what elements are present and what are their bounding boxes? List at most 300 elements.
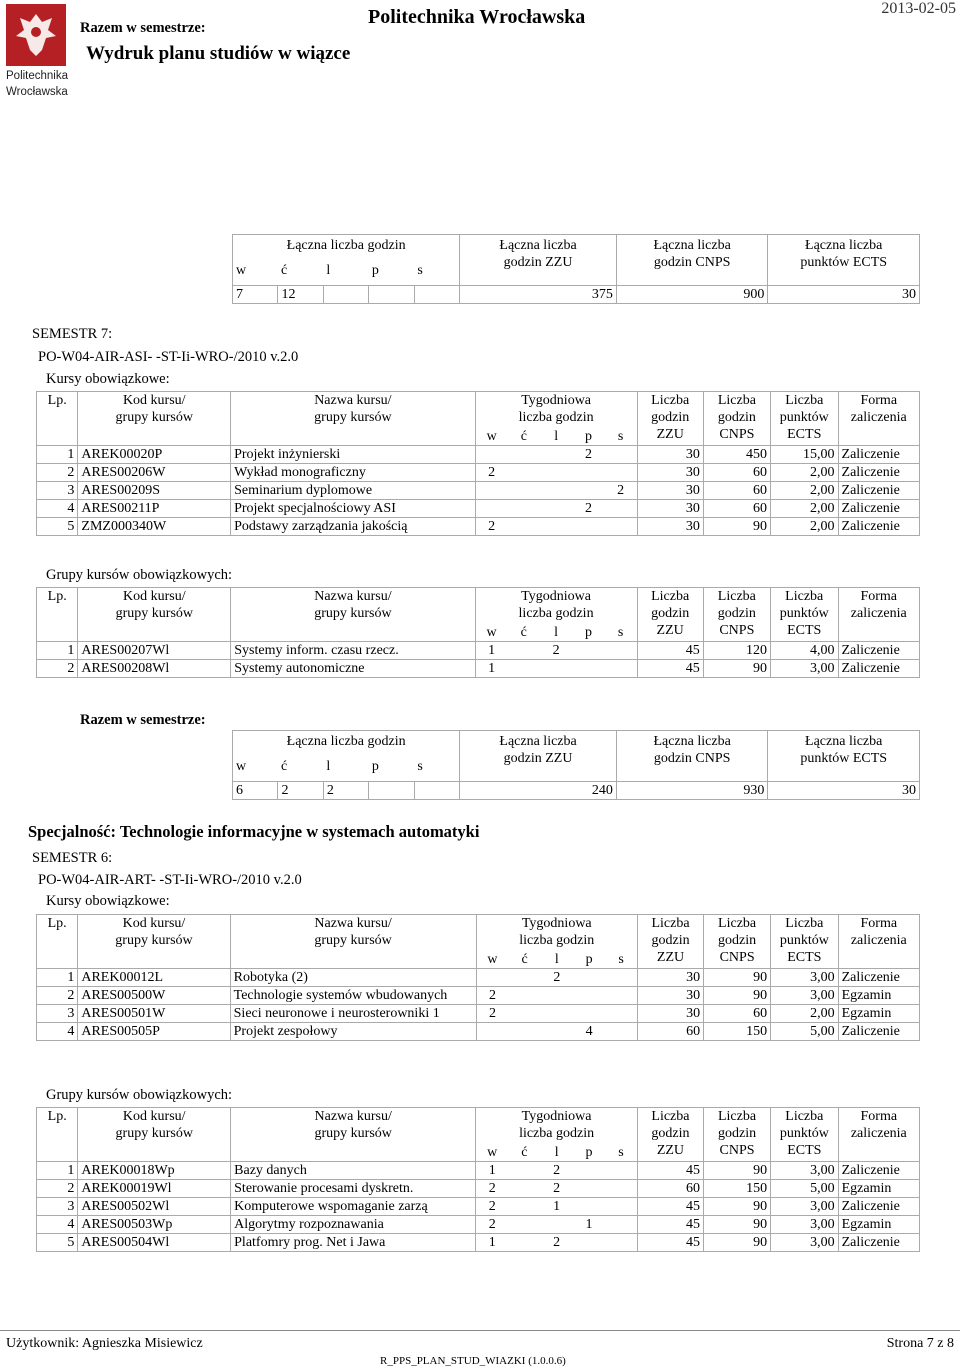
- header-col-p: p: [572, 426, 604, 446]
- table-cell: 30: [637, 500, 703, 518]
- table-cell: 1: [573, 1216, 605, 1234]
- header-ects: Liczba punktów ECTS: [771, 915, 838, 969]
- table-row: [37, 446, 920, 464]
- table-cell: 3: [37, 1198, 78, 1216]
- header-col-s: s: [605, 949, 637, 969]
- header-col-c: ć: [508, 426, 540, 446]
- table-cell: 90: [704, 1234, 771, 1252]
- table-row: [37, 464, 920, 482]
- table-cell: 2: [37, 987, 78, 1005]
- header-code: Kod kursu/ grupy kursów: [78, 1108, 231, 1162]
- table-cell: Zaliczenie: [838, 1198, 919, 1216]
- table-cell: [605, 1180, 637, 1198]
- table-cell: Egzamin: [838, 1180, 919, 1198]
- table-cell: [508, 1162, 540, 1180]
- table-cell: 1: [37, 969, 78, 987]
- table-cell: 30: [637, 518, 703, 536]
- specialty-title: Specjalność: Technologie informacyjne w systemach automatyki: [28, 822, 480, 841]
- table-cell: ARES00211P: [78, 500, 231, 518]
- summary-val-l: 2: [323, 782, 368, 800]
- header-col-p: p: [573, 1142, 605, 1162]
- table-cell: ZMZ000340W: [78, 518, 231, 536]
- summary-zzu-value: 240: [460, 782, 617, 800]
- table-cell: ARES00504Wl: [78, 1234, 231, 1252]
- table-cell: [540, 464, 572, 482]
- table-cell: [508, 660, 540, 678]
- table-cell: 90: [703, 660, 770, 678]
- header-col-l: l: [540, 426, 572, 446]
- table-cell: 30: [637, 482, 703, 500]
- table-cell: 60: [703, 464, 770, 482]
- table-cell: Zaliczenie: [838, 500, 919, 518]
- semester-code: PO-W04-AIR-ASI- -ST-Ii-WRO-/2010 v.2.0: [38, 349, 299, 365]
- header-weekly-hours: Tygodniowa liczba godzin: [475, 588, 637, 623]
- table-cell: [573, 1234, 605, 1252]
- header-code: Kod kursu/ grupy kursów: [78, 588, 231, 642]
- summary-val-c: 12: [278, 286, 323, 304]
- table-cell: Zaliczenie: [838, 969, 919, 987]
- table-cell: [508, 1023, 540, 1041]
- header-weekly-hours: Tygodniowa liczba godzin: [475, 392, 637, 427]
- table-cell: 2,00: [770, 500, 838, 518]
- table-cell: Egzamin: [838, 987, 919, 1005]
- table-cell: Egzamin: [838, 1216, 919, 1234]
- table-cell: 2: [605, 482, 637, 500]
- table-cell: 2,00: [770, 482, 838, 500]
- table-row: [37, 1023, 920, 1041]
- university-logo: [6, 4, 68, 98]
- table-cell: 90: [704, 1198, 771, 1216]
- table-cell: Robotyka (2): [230, 969, 476, 987]
- table-cell: 150: [704, 1023, 771, 1041]
- footer-divider: [0, 1330, 960, 1331]
- table-cell: 2: [476, 1216, 508, 1234]
- header-col-c: ć: [508, 622, 540, 642]
- header-col-l: l: [541, 949, 573, 969]
- summary-col-w: w: [233, 254, 278, 286]
- table-cell: [508, 1005, 540, 1023]
- table-cell: 60: [638, 1023, 704, 1041]
- table-cell: Zaliczenie: [838, 446, 919, 464]
- table-cell: 3: [37, 1005, 78, 1023]
- table-cell: Algorytmy rozpoznawania: [231, 1216, 476, 1234]
- header-zzu: Liczba godzin ZZU: [638, 915, 704, 969]
- table-cell: 2: [476, 987, 508, 1005]
- header-col-l: l: [540, 1142, 572, 1162]
- eagle-shield-icon: [6, 4, 66, 66]
- table-cell: Bazy danych: [231, 1162, 476, 1180]
- table-cell: 45: [637, 1216, 703, 1234]
- table-cell: 90: [704, 1216, 771, 1234]
- header-col-w: w: [475, 622, 508, 642]
- table-cell: [605, 464, 637, 482]
- table-cell: 60: [703, 482, 770, 500]
- semester-title: SEMESTR 7:: [32, 326, 113, 342]
- table-cell: Sterowanie procesami dyskretn.: [231, 1180, 476, 1198]
- table-cell: 3,00: [770, 660, 838, 678]
- table-cell: [475, 482, 508, 500]
- table-cell: Zaliczenie: [838, 660, 920, 678]
- summary-cnps-value: 930: [616, 782, 768, 800]
- table-cell: [508, 464, 540, 482]
- table-cell: 1: [37, 1162, 78, 1180]
- table-cell: Sieci neuronowe i neurosterowniki 1: [230, 1005, 476, 1023]
- header-lp: Lp.: [37, 915, 78, 969]
- footer-report-code: R_PPS_PLAN_STUD_WIAZKI (1.0.0.6): [380, 1355, 566, 1367]
- summary-total-header: Łączna liczba godzin: [233, 235, 460, 255]
- table-cell: Zaliczenie: [838, 464, 919, 482]
- table-cell: [605, 1005, 637, 1023]
- table-cell: 2,00: [770, 518, 838, 536]
- table-cell: 30: [638, 1005, 704, 1023]
- table-row: [37, 482, 920, 500]
- table-cell: 60: [637, 1180, 703, 1198]
- table-cell: [541, 1005, 573, 1023]
- table-row: [37, 1162, 920, 1180]
- table-cell: [572, 642, 604, 660]
- header-ects: Liczba punktów ECTS: [770, 588, 838, 642]
- header-zzu: Liczba godzin ZZU: [637, 1108, 703, 1162]
- table-row: [37, 660, 920, 678]
- table-cell: [605, 987, 637, 1005]
- table-cell: 4: [37, 1216, 78, 1234]
- header-lp: Lp.: [37, 588, 78, 642]
- table-cell: [572, 518, 604, 536]
- table-cell: 90: [704, 969, 771, 987]
- table-row: [37, 500, 920, 518]
- table-cell: Projekt inżynierski: [231, 446, 476, 464]
- table-cell: [540, 1216, 572, 1234]
- table-cell: [605, 1023, 637, 1041]
- table-cell: ARES00206W: [78, 464, 231, 482]
- summary-val-s: [414, 286, 459, 304]
- table-cell: [572, 464, 604, 482]
- summary-label: Razem w semestrze:: [80, 20, 206, 36]
- table-cell: [605, 969, 637, 987]
- table-cell: [540, 446, 572, 464]
- table-cell: [475, 500, 508, 518]
- table-cell: 2: [476, 1005, 508, 1023]
- summary-col-l: l: [326, 263, 331, 278]
- table-cell: [573, 1005, 605, 1023]
- table-cell: Komputerowe wspomaganie zarzą: [231, 1198, 476, 1216]
- table-cell: [605, 642, 637, 660]
- table-row: [37, 1216, 920, 1234]
- table-cell: ARES00501W: [78, 1005, 230, 1023]
- semester-title-6: SEMESTR 6:: [32, 850, 113, 866]
- semester-code-6: PO-W04-AIR-ART- -ST-Ii-WRO-/2010 v.2.0: [38, 872, 302, 888]
- table-cell: 2: [540, 1180, 572, 1198]
- table-cell: [573, 1162, 605, 1180]
- table-cell: 4: [37, 500, 78, 518]
- table-cell: [573, 1180, 605, 1198]
- table-cell: 3,00: [771, 1234, 839, 1252]
- table-cell: 1: [37, 642, 78, 660]
- table-cell: 450: [703, 446, 770, 464]
- table-cell: 30: [638, 987, 704, 1005]
- table-cell: 5,00: [771, 1180, 839, 1198]
- summary-total-header: Łączna liczba godzin: [233, 731, 460, 751]
- page-title: Wydruk planu studiów w wiązce: [86, 43, 351, 64]
- table-cell: 3,00: [771, 1216, 839, 1234]
- table-row: [37, 518, 920, 536]
- table-cell: [605, 1216, 637, 1234]
- table-cell: 3,00: [771, 969, 838, 987]
- summary-val-l: [323, 286, 368, 304]
- table-cell: Zaliczenie: [838, 1023, 919, 1041]
- table-cell: 1: [540, 1198, 572, 1216]
- table-cell: 150: [704, 1180, 771, 1198]
- table-cell: [508, 1198, 540, 1216]
- table-cell: Zaliczenie: [838, 642, 920, 660]
- table-cell: Systemy inform. czasu rzecz.: [231, 642, 475, 660]
- table-cell: AREK00018Wp: [78, 1162, 231, 1180]
- groups-label-6: Grupy kursów obowiązkowych:: [46, 1087, 233, 1103]
- header-lp: Lp.: [37, 392, 78, 446]
- table-cell: [508, 500, 540, 518]
- table-cell: [605, 500, 637, 518]
- table-cell: 30: [638, 969, 704, 987]
- table-cell: ARES00502Wl: [78, 1198, 231, 1216]
- summary-val-w: 7: [233, 286, 278, 304]
- header-col-s: s: [605, 426, 637, 446]
- table-cell: [508, 987, 540, 1005]
- table-cell: 2: [37, 660, 78, 678]
- summary-ects-value: 30: [768, 782, 920, 800]
- table-cell: [541, 1023, 573, 1041]
- table-cell: [573, 987, 605, 1005]
- table-cell: 90: [704, 1162, 771, 1180]
- mandatory-label-6: Kursy obowiązkowe:: [46, 893, 170, 909]
- summary-ects-value: 30: [768, 286, 920, 304]
- table-cell: Egzamin: [838, 1005, 919, 1023]
- summary-zzu-value: 375: [460, 286, 617, 304]
- footer-user: Użytkownik: Agnieszka Misiewicz: [6, 1336, 203, 1351]
- table-cell: 2: [37, 1180, 78, 1198]
- table-cell: 45: [637, 660, 703, 678]
- table-cell: 2: [540, 1234, 572, 1252]
- header-col-p: p: [572, 622, 604, 642]
- table-cell: [541, 987, 573, 1005]
- table-cell: 1: [476, 1234, 508, 1252]
- table-cell: [605, 660, 637, 678]
- summary-label-2: Razem w semestrze:: [80, 712, 206, 728]
- table-cell: 2: [572, 446, 604, 464]
- table-cell: [573, 1198, 605, 1216]
- table-cell: Projekt zespołowy: [230, 1023, 476, 1041]
- table-cell: [508, 1234, 540, 1252]
- table-cell: AREK00012L: [78, 969, 230, 987]
- table-cell: 5,00: [771, 1023, 838, 1041]
- table-cell: Zaliczenie: [838, 518, 919, 536]
- table-cell: 1: [476, 1162, 508, 1180]
- summary-cnps-header: Łączna liczba godzin CNPS: [616, 731, 768, 782]
- table-cell: 2: [476, 1198, 508, 1216]
- summary-table: [232, 234, 920, 304]
- table-cell: [605, 1198, 637, 1216]
- print-date: 2013-02-05: [881, 0, 956, 17]
- table-row: [37, 969, 920, 987]
- table-cell: Podstawy zarządzania jakością: [231, 518, 476, 536]
- header-col-w: w: [476, 949, 508, 969]
- table-cell: 3,00: [771, 1198, 839, 1216]
- table-cell: 3,00: [771, 1162, 839, 1180]
- table-cell: 1: [37, 446, 78, 464]
- university-name: Politechnika Wrocławska: [368, 6, 586, 28]
- header-col-w: w: [475, 426, 508, 446]
- table-row: [37, 642, 920, 660]
- header-code: Kod kursu/ grupy kursów: [78, 392, 231, 446]
- table-cell: 1: [475, 660, 508, 678]
- header-col-l: l: [540, 622, 572, 642]
- course-groups-table: [36, 587, 920, 678]
- header-col-c: ć: [508, 1142, 540, 1162]
- summary-cnps-value: 900: [616, 286, 768, 304]
- table-cell: Zaliczenie: [838, 1234, 919, 1252]
- header-name: Nazwa kursu/ grupy kursów: [230, 915, 476, 969]
- table-cell: 3,00: [771, 987, 838, 1005]
- summary-col-p: p: [371, 263, 379, 278]
- header-col-c: ć: [508, 949, 540, 969]
- table-cell: [508, 446, 540, 464]
- header-ects: Liczba punktów ECTS: [770, 392, 838, 446]
- table-cell: ARES00500W: [78, 987, 230, 1005]
- table-cell: [572, 660, 604, 678]
- table-row: [37, 1234, 920, 1252]
- table-cell: [605, 446, 637, 464]
- summary-col-w: w: [233, 750, 278, 782]
- table-cell: 45: [637, 1198, 703, 1216]
- table-cell: AREK00019Wl: [78, 1180, 231, 1198]
- table-cell: [605, 1234, 637, 1252]
- summary-col-c: ć: [280, 759, 288, 774]
- header-name: Nazwa kursu/ grupy kursów: [231, 588, 475, 642]
- table-cell: 90: [704, 987, 771, 1005]
- header-col-s: s: [605, 1142, 637, 1162]
- table-cell: 4,00: [770, 642, 838, 660]
- table-cell: [508, 642, 540, 660]
- table-cell: 3: [37, 482, 78, 500]
- summary-val-p: [369, 782, 414, 800]
- table-cell: Technologie systemów wbudowanych: [230, 987, 476, 1005]
- table-cell: 2: [540, 642, 572, 660]
- table-cell: 30: [637, 446, 703, 464]
- table-cell: [540, 500, 572, 518]
- table-cell: [540, 482, 572, 500]
- groups-label: Grupy kursów obowiązkowych:: [46, 567, 233, 583]
- table-cell: 2: [572, 500, 604, 518]
- summary-col-c: ć: [280, 263, 288, 278]
- table-cell: 2: [37, 464, 78, 482]
- summary-val-p: [369, 286, 414, 304]
- header-cnps: Liczba godzin CNPS: [704, 1108, 771, 1162]
- table-cell: 30: [637, 464, 703, 482]
- summary-col-l: l: [326, 759, 331, 774]
- table-cell: [540, 518, 572, 536]
- table-cell: 2: [540, 1162, 572, 1180]
- table-row: [37, 1198, 920, 1216]
- table-cell: Systemy autonomiczne: [231, 660, 475, 678]
- summary-col-p: p: [371, 759, 379, 774]
- table-cell: 2,00: [771, 1005, 838, 1023]
- table-row: [37, 1005, 920, 1023]
- table-cell: Zaliczenie: [838, 1162, 919, 1180]
- summary-col-s: s: [417, 759, 423, 774]
- table-cell: ARES00208Wl: [78, 660, 231, 678]
- header-name: Nazwa kursu/ grupy kursów: [231, 1108, 476, 1162]
- table-cell: 60: [703, 500, 770, 518]
- table-cell: 2: [475, 518, 508, 536]
- table-row: [37, 987, 920, 1005]
- header-zzu: Liczba godzin ZZU: [637, 588, 703, 642]
- table-cell: ARES00505P: [78, 1023, 230, 1041]
- table-cell: [605, 518, 637, 536]
- table-cell: [508, 1180, 540, 1198]
- table-cell: AREK00020P: [78, 446, 231, 464]
- summary-ects-header: Łączna liczba punktów ECTS: [768, 235, 920, 286]
- summary-val-s: [414, 782, 459, 800]
- footer-page-number: Strona 7 z 8: [886, 1336, 954, 1351]
- table-cell: [508, 1216, 540, 1234]
- table-cell: [573, 969, 605, 987]
- summary-cnps-header: Łączna liczba godzin CNPS: [616, 235, 768, 286]
- header-code: Kod kursu/ grupy kursów: [78, 915, 230, 969]
- logo-text-1: Politechnika: [6, 70, 69, 82]
- header-ects: Liczba punktów ECTS: [771, 1108, 839, 1162]
- table-cell: 2: [541, 969, 573, 987]
- table-cell: [508, 518, 540, 536]
- header-col-w: w: [476, 1142, 508, 1162]
- header-form: Forma zaliczenia: [838, 588, 920, 642]
- table-cell: 45: [637, 642, 703, 660]
- table-cell: 90: [703, 518, 770, 536]
- header-col-s: s: [605, 622, 637, 642]
- table-cell: 2,00: [770, 464, 838, 482]
- table-cell: ARES00503Wp: [78, 1216, 231, 1234]
- course-groups-table-6: [36, 1107, 920, 1252]
- table-cell: [605, 1162, 637, 1180]
- table-cell: 4: [573, 1023, 605, 1041]
- courses-table-6: [36, 914, 920, 1041]
- header-weekly-hours: Tygodniowa liczba godzin: [476, 1108, 638, 1143]
- header-weekly-hours: Tygodniowa liczba godzin: [476, 915, 637, 950]
- table-cell: 1: [475, 642, 508, 660]
- summary-ects-header: Łączna liczba punktów ECTS: [768, 731, 920, 782]
- table-cell: [572, 482, 604, 500]
- table-cell: [508, 969, 540, 987]
- table-cell: Zaliczenie: [838, 482, 919, 500]
- summary-val-w: 6: [233, 782, 278, 800]
- summary-col-s: s: [417, 263, 423, 278]
- table-cell: 2: [475, 464, 508, 482]
- table-cell: 4: [37, 1023, 78, 1041]
- header-col-p: p: [573, 949, 605, 969]
- table-cell: 45: [637, 1162, 703, 1180]
- table-cell: 5: [37, 1234, 78, 1252]
- table-cell: 120: [703, 642, 770, 660]
- table-cell: 2: [476, 1180, 508, 1198]
- header-cnps: Liczba godzin CNPS: [703, 392, 770, 446]
- table-cell: Platfomry prog. Net i Jawa: [231, 1234, 476, 1252]
- summary-val-c: 2: [278, 782, 323, 800]
- table-cell: Projekt specjalnościowy ASI: [231, 500, 476, 518]
- table-cell: ARES00209S: [78, 482, 231, 500]
- table-cell: 45: [637, 1234, 703, 1252]
- summary-table-2: [232, 730, 920, 800]
- header-form: Forma zaliczenia: [838, 1108, 919, 1162]
- header-form: Forma zaliczenia: [838, 392, 919, 446]
- header-zzu: Liczba godzin ZZU: [637, 392, 703, 446]
